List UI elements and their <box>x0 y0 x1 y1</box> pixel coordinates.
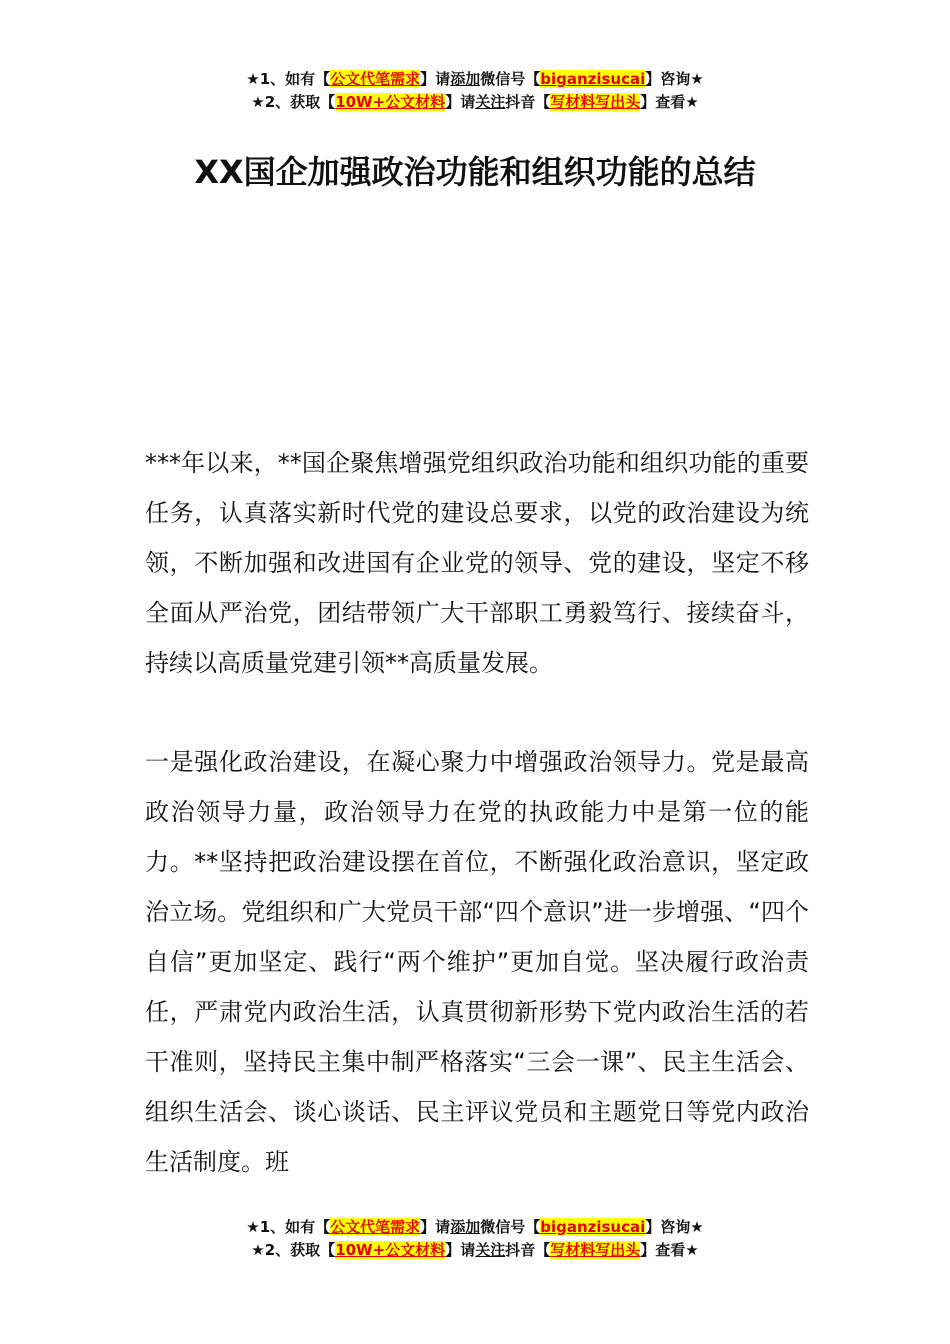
highlight-materials: 10W+公文材料 <box>335 1241 446 1259</box>
highlight-wechat-id: biganzisucai <box>540 1218 646 1236</box>
header-ad <box>0 68 950 114</box>
paragraph-political-building: 一是强化政治建设，在凝心聚力中增强政治领导力。党是最高政治领导力量，政治领导力在党的执政能力中是第一位的能力。**坚持把政治建设摆在首位，不断强化政治意识，坚定政治立场。党组织和广大党员干部“四个意识”进一步增强、“四个自信”更加坚定、践行“两个维护”更加自觉。坚决履行政治责任，严肃党内政治生活，认真贯彻新形势下党内政治生活的若干准则，坚持民主集中制严格落实“三会一课”、民主生活会、组织生活会、谈心谈话、民主评议党员和主题党日等党内政治生活制度。班 <box>145 748 809 1176</box>
footer-ad-line-2: ★2、获取【10W+公文材料】请关注抖音【写材料写出头】查看★ <box>251 1241 699 1259</box>
highlight-service: 公文代笔需求 <box>330 1218 421 1236</box>
header-ad-line-2: ★2、获取【10W+公文材料】请关注抖音【写材料写出头】查看★ <box>251 93 699 111</box>
header-ad-line-1: ★1、如有【公文代笔需求】请添加微信号【biganzisucai】咨询★ <box>246 70 704 88</box>
highlight-douyin: 写材料写出头 <box>550 1241 641 1259</box>
highlight-service: 公文代笔需求 <box>330 70 421 88</box>
document-title: XX国企加强政治功能和组织功能的总结 <box>194 153 756 191</box>
highlight-materials: 10W+公文材料 <box>335 93 446 111</box>
paragraph-intro: ***年以来，**国企聚焦增强党组织政治功能和组织功能的重要任务，认真落实新时代党的建设总要求，以党的政治建设为统领，不断加强和改进国有企业党的领导、党的建设，坚定不移全面从严治党，团结带领广大干部职工勇毅笃行、接续奋斗，持续以高质量党建引领**高质量发展。 <box>145 449 809 677</box>
highlight-wechat-id: biganzisucai <box>540 70 646 88</box>
footer-ad-line-1: ★1、如有【公文代笔需求】请添加微信号【biganzisucai】咨询★ <box>246 1218 704 1236</box>
highlight-douyin: 写材料写出头 <box>550 93 641 111</box>
footer-ad <box>0 1216 950 1262</box>
